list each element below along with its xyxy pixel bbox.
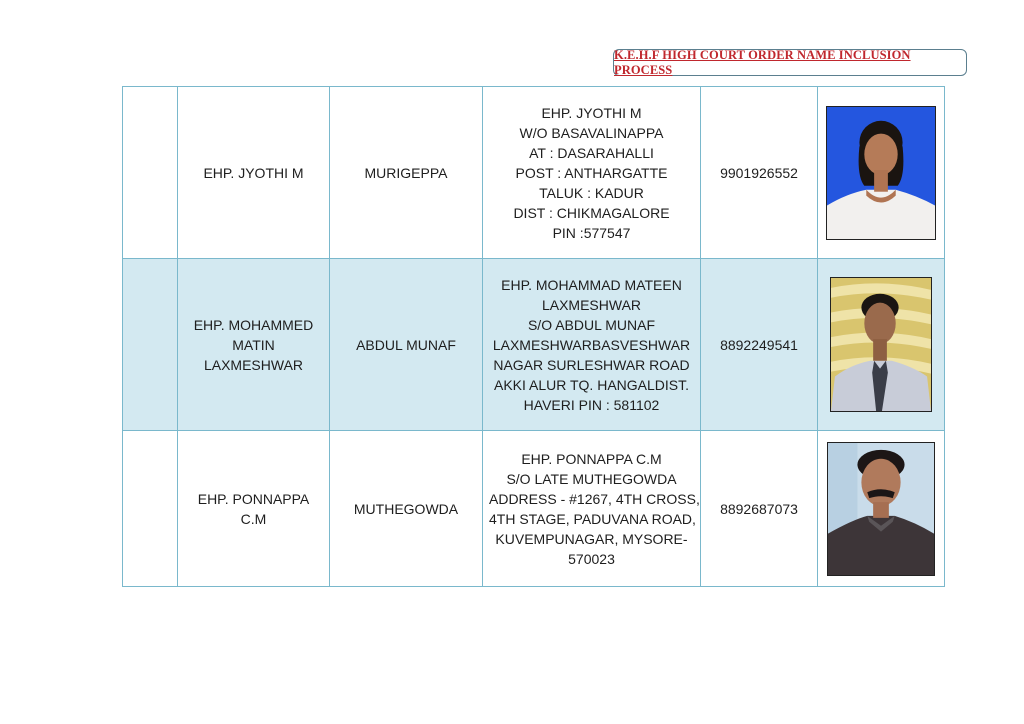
address-cell	[483, 431, 701, 587]
photo-cell	[818, 87, 945, 259]
table-row	[123, 259, 945, 431]
name-cell: EHP. JYOTHI M	[178, 87, 330, 259]
father-name-cell: MURIGEPPA	[330, 87, 483, 259]
address-cell	[483, 87, 701, 259]
header-title-box	[613, 49, 967, 76]
name-line: LAXMESHWAR	[203, 356, 304, 373]
address-line: NAGAR SURLESHWAR ROAD	[493, 356, 690, 373]
phone-cell: 9901926552	[701, 87, 818, 259]
father-name-cell: ABDUL MUNAF	[330, 259, 483, 431]
name-line: EHP. MOHAMMED	[193, 316, 314, 333]
address-line: HAVERI PIN : 581102	[523, 396, 660, 413]
phone-cell: 8892249541	[701, 259, 818, 431]
address-line: 4TH STAGE, PADUVANA ROAD,	[489, 510, 696, 527]
name-cell	[178, 431, 330, 587]
address-line: EHP. JYOTHI M	[541, 104, 642, 121]
address-line: DIST : CHIKMAGALORE	[513, 204, 670, 221]
address-line: W/O BASAVALINAPPA	[519, 124, 664, 141]
address-line: POST : ANTHARGATTE	[515, 164, 668, 181]
serial-cell	[123, 431, 178, 587]
name-line: MATIN	[232, 336, 275, 353]
photo-cell	[818, 431, 945, 587]
address-line: AKKI ALUR TQ. HANGALDIST.	[493, 376, 690, 393]
address-line: LAXMESHWARBASVESHWAR	[492, 336, 691, 353]
father-name-cell: MUTHEGOWDA	[330, 431, 483, 587]
table-row	[123, 87, 945, 259]
address-line: TALUK : KADUR	[539, 184, 644, 201]
address-line: ADDRESS - #1267, 4TH CROSS,	[489, 490, 700, 507]
address-line: 570023	[568, 550, 615, 567]
serial-cell	[123, 87, 178, 259]
address-line: EHP. PONNAPPA C.M	[521, 450, 662, 467]
photo-cell	[818, 259, 945, 431]
address-line: S/O LATE MUTHEGOWDA	[506, 470, 677, 487]
address-line: EHP. MOHAMMAD MATEEN	[501, 276, 682, 293]
address-line: S/O ABDUL MUNAF	[527, 316, 656, 333]
header-title: K.E.H.F HIGH COURT ORDER NAME INCLUSION PROCESS	[614, 47, 911, 77]
address-line: KUVEMPUNAGAR, MYSORE-	[495, 530, 688, 547]
name-line: C.M	[240, 510, 267, 527]
records-table	[122, 86, 945, 587]
portrait-photo	[827, 442, 935, 576]
serial-cell	[123, 259, 178, 431]
table-row	[123, 431, 945, 587]
name-line: EHP. PONNAPPA	[197, 490, 310, 507]
portrait-photo	[830, 277, 932, 412]
address-line: PIN :577547	[552, 224, 631, 241]
phone-cell: 8892687073	[701, 431, 818, 587]
portrait-photo	[826, 106, 936, 240]
name-cell	[178, 259, 330, 431]
address-line: AT : DASARAHALLI	[529, 144, 654, 161]
address-line: LAXMESHWAR	[541, 296, 642, 313]
address-cell	[483, 259, 701, 431]
